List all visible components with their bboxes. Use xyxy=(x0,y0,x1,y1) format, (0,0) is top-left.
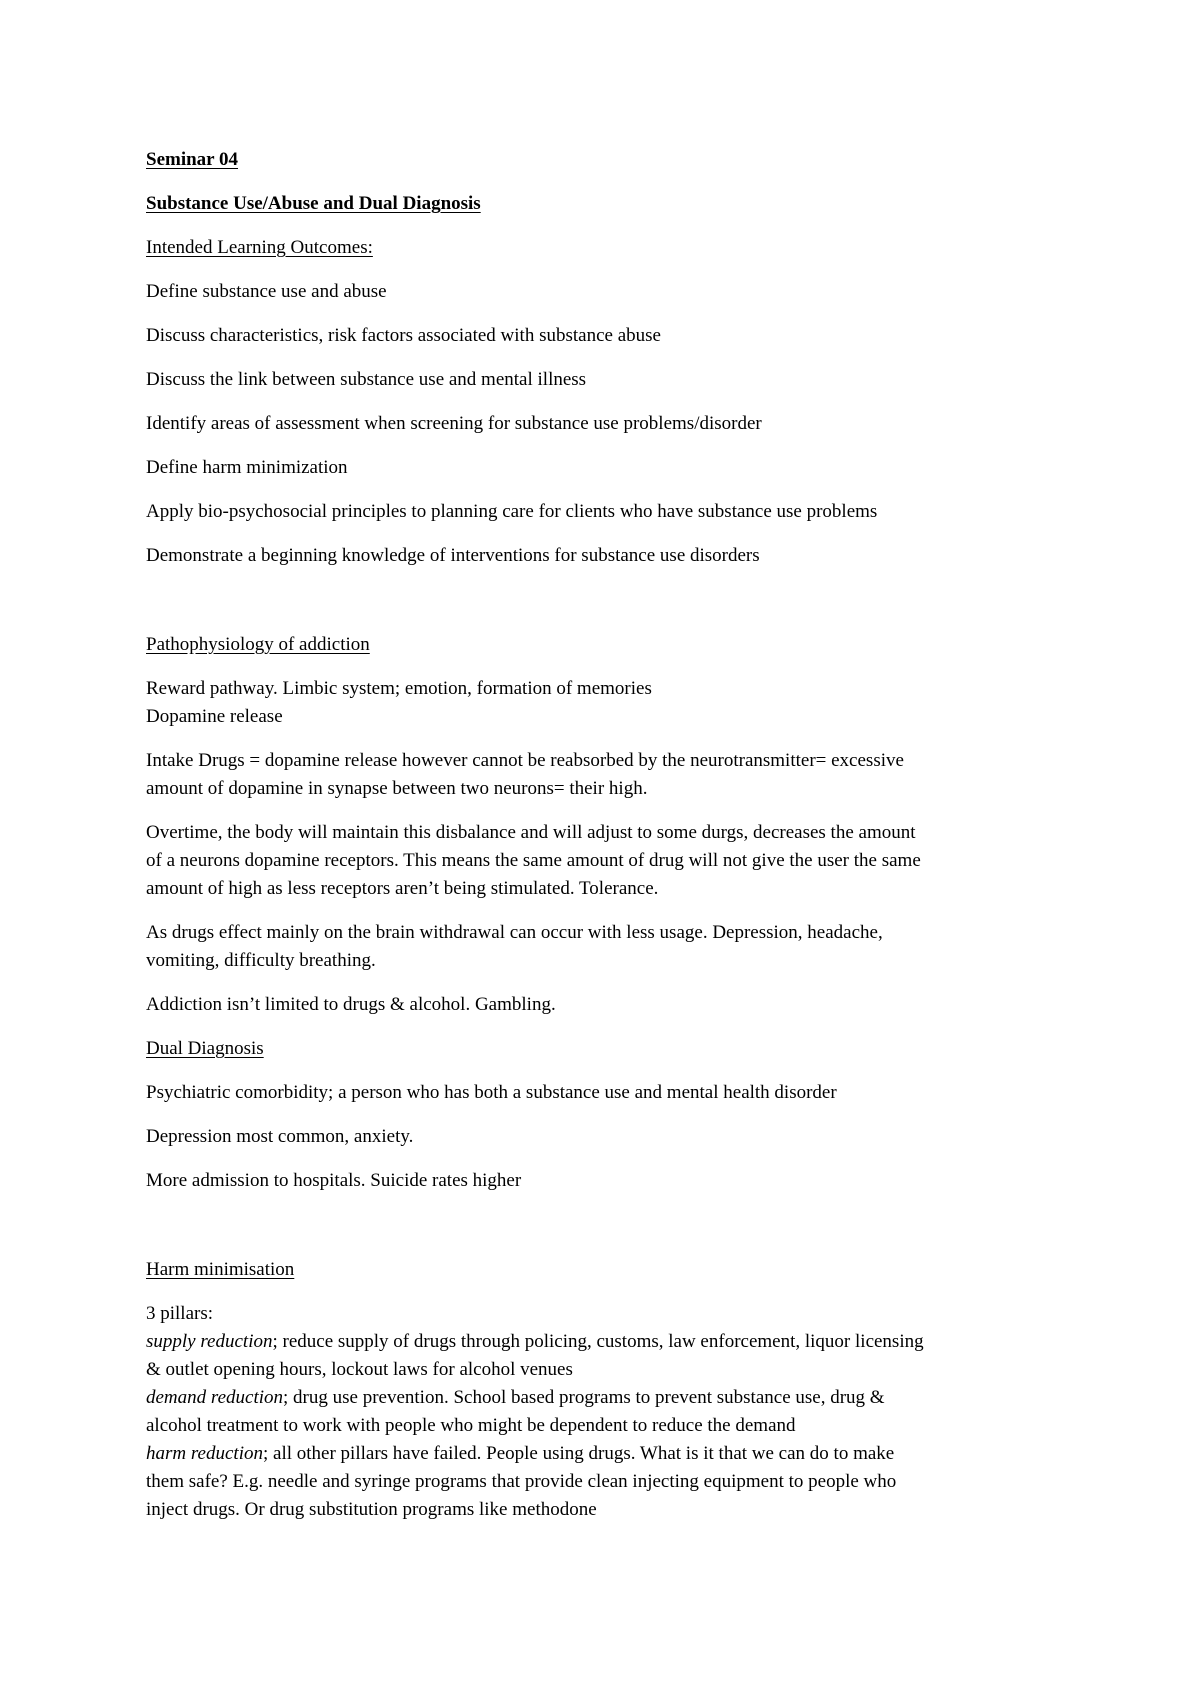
harm-pillars-intro: 3 pillars: xyxy=(146,1303,214,1324)
ilo-item: Define harm minimization xyxy=(146,457,348,478)
dual-diagnosis-text: More admission to hospitals. Suicide rates higher xyxy=(146,1170,522,1191)
patho-paragraph-line: amount of dopamine in synapse between two neurons= their high. xyxy=(146,778,648,799)
patho-line: Reward pathway. Limbic system; emotion, formation of memories xyxy=(146,678,652,699)
patho-paragraph-line: As drugs effect mainly on the brain withdrawal can occur with less usage. Depression, headache, xyxy=(146,922,883,943)
patho-paragraph-line: amount of high as less receptors aren’t being stimulated. Tolerance. xyxy=(146,878,659,899)
ilo-item: Apply bio-psychosocial principles to planning care for clients who have substance use problems xyxy=(146,501,878,522)
demand-reduction-line xyxy=(146,1384,885,1412)
supply-reduction-text: ; reduce supply of drugs through policing, customs, law enforcement, liquor licensing xyxy=(272,1331,924,1352)
patho-heading: Pathophysiology of addiction xyxy=(146,634,370,655)
harm-minimisation-heading: Harm minimisation xyxy=(146,1259,295,1280)
supply-reduction-line xyxy=(146,1328,924,1356)
demand-reduction-text: ; drug use prevention. School based programs to prevent substance use, drug & xyxy=(283,1387,885,1408)
ilo-item: Discuss characteristics, risk factors associated with substance abuse xyxy=(146,325,661,346)
dual-diagnosis-text: Psychiatric comorbidity; a person who has both a substance use and mental health disorder xyxy=(146,1082,837,1103)
ilo-item: Discuss the link between substance use and mental illness xyxy=(146,369,587,390)
ilo-item: Define substance use and abuse xyxy=(146,281,387,302)
supply-reduction-line: & outlet opening hours, lockout laws for alcohol venues xyxy=(146,1359,573,1380)
supply-reduction-term: supply reduction xyxy=(146,1331,273,1352)
dual-diagnosis-heading: Dual Diagnosis xyxy=(146,1038,264,1059)
demand-reduction-term: demand reduction xyxy=(146,1387,284,1408)
ilo-item: Identify areas of assessment when screening for substance use problems/disorder xyxy=(146,413,762,434)
harm-reduction-term: harm reduction xyxy=(146,1443,263,1464)
patho-paragraph-line: vomiting, difficulty breathing. xyxy=(146,950,376,971)
patho-line: Dopamine release xyxy=(146,706,283,727)
ilo-item: Demonstrate a beginning knowledge of interventions for substance use disorders xyxy=(146,545,760,566)
demand-reduction-line: alcohol treatment to work with people who might be dependent to reduce the demand xyxy=(146,1415,796,1436)
harm-reduction-line xyxy=(146,1440,894,1468)
patho-paragraph-line: Intake Drugs = dopamine release however cannot be reabsorbed by the neurotransmitter= excessive xyxy=(146,750,904,771)
harm-reduction-line: inject drugs. Or drug substitution programs like methodone xyxy=(146,1499,597,1520)
patho-paragraph-line: Addiction isn’t limited to drugs & alcohol. Gambling. xyxy=(146,994,556,1015)
patho-paragraph-line: of a neurons dopamine receptors. This means the same amount of drug will not give the user the same xyxy=(146,850,921,871)
patho-paragraph-line: Overtime, the body will maintain this disbalance and will adjust to some durgs, decreases the amount xyxy=(146,822,916,843)
dual-diagnosis-text: Depression most common, anxiety. xyxy=(146,1126,414,1147)
document-subtitle: Substance Use/Abuse and Dual Diagnosis xyxy=(146,193,481,214)
harm-reduction-text: ; all other pillars have failed. People using drugs. What is it that we can do to make xyxy=(262,1443,895,1464)
ilo-heading: Intended Learning Outcomes: xyxy=(146,237,373,258)
document-title: Seminar 04 xyxy=(146,149,239,170)
harm-reduction-line: them safe? E.g. needle and syringe programs that provide clean injecting equipment to people who xyxy=(146,1471,897,1492)
